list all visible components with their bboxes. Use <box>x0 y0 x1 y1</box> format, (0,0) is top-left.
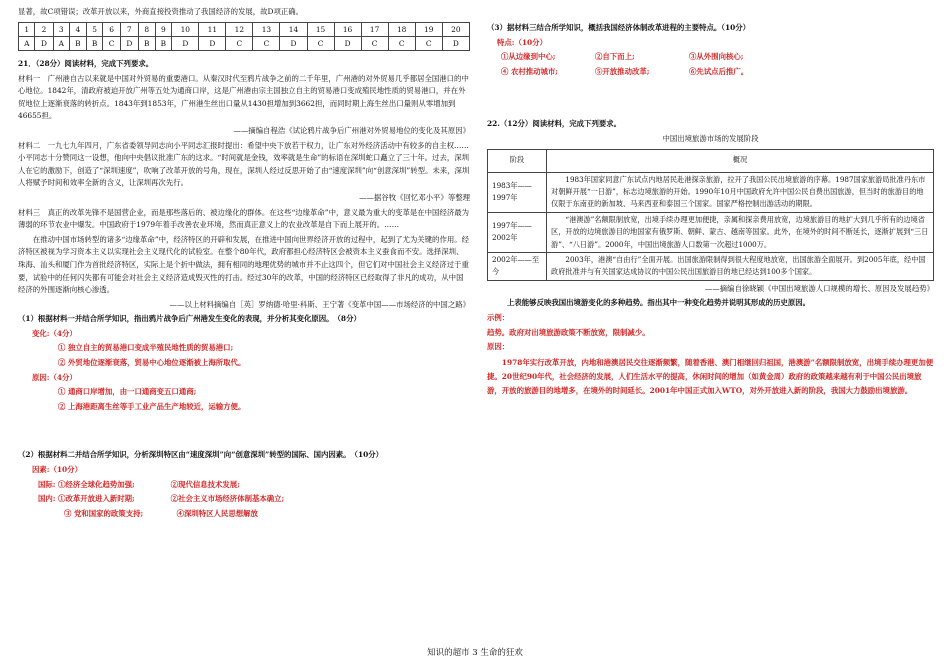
sub1-reason-2: ② 上海港距离生丝等手工业产品生产地较近，运输方便。 <box>58 401 246 411</box>
stage-table <box>487 149 934 281</box>
intl-1: ①经济全球化趋势加强; <box>58 479 135 489</box>
answer-number-cell: 5 <box>86 23 103 37</box>
q21-material-1-source: ——摘编自程浩《试论鸦片战争后广州港对外贸易地位的变化及其原因》 <box>233 125 470 135</box>
answer-value-cell: B <box>70 37 87 51</box>
sub1-change-2: ② 外贸地位逐渐衰落，贸易中心地位逐渐被上海所取代。 <box>58 358 246 368</box>
overview-cell: “港澳游”名额限制放宽，出境手续办理更加便捷，亲属和探亲费用放宽，边境旅游目的地扩大到几乎所有的边境省区，开放的边境旅游目的地国家有俄罗斯、朝鲜、蒙古、越南等国家。此外，在境外的时间不断延长，逐渐扩展到“三日游”、“八日游”。2000年，中国出境旅游人口数第一次超过1000万。 <box>547 212 934 252</box>
stage-cell: 2002年——至今 <box>488 253 547 281</box>
answer-number-cell: 9 <box>155 23 172 37</box>
reason-answer: 1978年实行改革开放，内地和港澳居民交往逐渐频繁，随着香港、澳门相继回归祖国，港澳游”名额限制放宽，出境手续办理更加便捷。20世纪90年代，社会经济的发展，人们生活水平的提高，休闲时间的增加（如黄金周）政府的政策越来越有利于中国公民出境旅游，开放的旅游目的地增多，在境外的时间延长。2001年中国正式加入WTO，对外开放进入新的阶段，我国大力鼓励出境旅游。 <box>487 357 934 395</box>
q22-table-title: 中国出境旅游市场的发展阶段 <box>662 133 759 143</box>
example-heading: 示例： <box>487 313 510 322</box>
stage-row <box>488 253 934 281</box>
answer-value-cell: B <box>138 37 155 51</box>
answer-number-cell: 16 <box>334 23 361 37</box>
answer-value-cell: D <box>280 37 307 51</box>
q21-heading: 21．（28分）阅读材料，完成下列要求。 <box>18 59 154 68</box>
answer-value-cell: B <box>155 37 172 51</box>
answer-value-cell: B <box>86 37 103 51</box>
answer-number-cell: 18 <box>388 23 415 37</box>
dom-label: 国内: <box>38 494 56 504</box>
sub3-item-4: ④ 农村推动城市; <box>501 66 559 76</box>
dom-3: ③ 党和国家的政策支持; <box>64 508 144 518</box>
dom-4: ④深圳特区人民思想解放 <box>176 508 258 518</box>
answer-value-cell: C <box>253 37 280 51</box>
answer-value-cell: C <box>307 37 334 51</box>
answer-number-cell: 3 <box>53 23 69 37</box>
intl-2: ②现代信息技术发展; <box>170 479 240 489</box>
answer-number-cell: 17 <box>361 23 388 37</box>
sub3-item-6: ⑥先试点后推广。 <box>689 66 749 76</box>
sub3-heading: 特点:（10分） <box>497 37 547 47</box>
stage-table-header <box>488 149 934 172</box>
answer-number-cell: 2 <box>35 23 53 37</box>
answer-value-cell: D <box>442 37 469 51</box>
q21-material-2-source: ——据谷牧《回忆邓小平》等整理 <box>359 192 470 202</box>
answer-value-cell: C <box>388 37 415 51</box>
overview-cell: 1983年国家同意广东试点内地居民赴港探亲旅游，拉开了我国公民出境旅游的序幕。1987国家旅游局批准丹东市对朝鲜开展“一日游”，标志边境旅游的开始。1990年10月中国政府允许中国公民自费出国旅游，但当时的旅游目的地仅限于东南亚的新加坡、马来西亚和泰国三个国家。国家严格控制出游活动的期限。 <box>547 172 934 212</box>
sub3-item-2: ②自下而上; <box>595 52 635 62</box>
answer-number-row <box>19 23 470 37</box>
answer-number-cell: 14 <box>280 23 307 37</box>
page-footer: 知识的超市 3 生命的狂欢 <box>427 648 523 658</box>
stage-cell: 1983年——1997年 <box>488 172 547 212</box>
answer-table <box>18 22 470 51</box>
answer-value-cell: C <box>415 37 442 51</box>
answer-number-cell: 7 <box>120 23 138 37</box>
answer-number-cell: 8 <box>138 23 155 37</box>
overview-cell: 2003年，港澳“自由行”全面开展。出国旅游限制得到很大程度地放宽，出国旅游全面展开。到2005年底，经中国政府批准并与有关国家达成协议的中国公民出国旅游目的地已经达到100多个国家。 <box>547 253 934 281</box>
q22-table-source: ——摘编自徐晓颖《中国出境旅游人口规模的增长、原因及发展趋势》 <box>704 283 934 293</box>
answer-value-row <box>19 37 470 51</box>
reason-heading: 原因： <box>487 342 510 352</box>
sub2-heading: 因素:（10分） <box>32 465 82 475</box>
q22-question: 上表能够反映我国出境游变化的多种趋势。指出其中一种变化趋势并说明其形成的历史原因。 <box>507 298 811 308</box>
sub3-item-3: ③从外围向核心; <box>689 52 744 62</box>
q21-material-1: 材料一 广州港自古以来就是中国对外贸易的重要港口。从秦汉时代至鸦片战争之前的二千年里，广州港的对外贸易几乎都居全国港口的中心地位。1842年，清政府被迫开放广州等五处为通商口岸，这是广州港由宗主国独立自主的贸易港口变成殖民地性质的贸易港口，并在外贸地位上逐渐衰落的转折点。1843年到1853年，广州港生丝出口量从1430担增加到3662担，而同时期上海生丝出口量则从零增加到46655担。 <box>18 73 469 121</box>
q21-material-2: 材料二 一九七九年四月，广东省委领导同志向小平同志汇报时提出：希望中央下放若干权力，让广东对外经济活动中有较多的自主权……小平同志十分赞同这一设想，他向中央倡议批准广东的这求。“时间就是金钱，效率就是生命”的标语在深圳蛇口矗立了三十年。过去，深圳人在它的激励下，创造了“深圳速度”，吹响了改革开放的号角，现在，深圳人经过反思开始了由“速度深圳”向“创意深圳”转型。未来，深圳人将赋予时间和效率全新的含义，让深圳再次先行。 <box>18 140 470 188</box>
sub2-intl-line <box>18 479 470 492</box>
dom-1: ①改革开放进入新时期; <box>58 494 135 504</box>
answer-value-cell: D <box>172 37 199 51</box>
sub1-reason-heading: 原因:（4分） <box>32 372 77 382</box>
answer-number-cell: 10 <box>172 23 199 37</box>
q21-sub2: （2）根据材料二并结合所学知识，分析深圳特区由“速度深圳”向“创意深圳”转型的国际、国内因素。 （10分） <box>18 450 384 460</box>
answer-number-cell: 4 <box>70 23 87 37</box>
answer-number-cell: 11 <box>199 23 226 37</box>
answer-number-cell: 1 <box>19 23 35 37</box>
dom-2: ②社会主义市场经济体制基本确立; <box>170 494 285 504</box>
sub1-reason-1: ① 通商口岸增加，由一口通商变五口通商; <box>58 387 197 397</box>
sub1-change-1: ① 独立自主的贸易港口变成半殖民地性质的贸易港口; <box>58 343 234 353</box>
sub3-row-1 <box>487 51 934 64</box>
sub2-dom-line <box>18 493 470 506</box>
col-stage-header: 阶段 <box>488 149 547 172</box>
sub1-change-heading: 变化:（4分） <box>32 328 77 338</box>
answer-value-cell: D <box>120 37 138 51</box>
answer-number-cell: 13 <box>253 23 280 37</box>
q21-sub3: （3）据材料三结合所学知识，概括我国经济体制改革进程的主要特点。（10分） <box>487 23 751 32</box>
sub2-dom-line-2 <box>18 508 470 521</box>
intl-label: 国际: <box>38 479 56 489</box>
stage-row <box>488 172 934 212</box>
q21-material-3a: 材料三 真正的改革先锋不是国营企业，而是那些落后的、被边缘化的群体。在这些“边缘革命”中，意义最为重大的变革是在中国经济最为薄弱的环节农业中爆发。中国政府于1979年着手改善农业环境，然而真正意义上的农业改革是自下而上展开的。…… <box>18 207 470 230</box>
sub3-item-5: ⑤开放推动改革; <box>595 66 650 76</box>
answer-number-cell: 20 <box>442 23 469 37</box>
answer-number-cell: 6 <box>103 23 120 37</box>
sub3-row-2 <box>487 66 934 79</box>
answer-number-cell: 15 <box>307 23 334 37</box>
answer-value-cell: C <box>103 37 120 51</box>
q21-material-3-source: ——以上材料摘编自［英］罗纳德·哈里·科斯、王宁著《变革中国——市场经济的中国之路》 <box>169 299 470 309</box>
col-overview-header: 概况 <box>547 149 934 172</box>
answer-number-cell: 19 <box>415 23 442 37</box>
sub3-item-1: ①从边缘到中心; <box>501 52 556 62</box>
answer-number-cell: 12 <box>226 23 253 37</box>
answer-value-cell: D <box>334 37 361 51</box>
answer-value-cell: A <box>53 37 69 51</box>
q21-sub1: （1）根据材料一并结合所学知识，指出鸦片战争后广州港发生变化的表现，并分析其变化原因。 （8分） <box>18 314 361 324</box>
stage-cell: 1997年——2002年 <box>488 212 547 252</box>
q21-material-3b: 在推动中国市场转型的诸多“边缘革命”中，经济特区的开辟和发展，在推进中国向世界经济开放的过程中，起到了尤为关键的作用。经济特区被视为学习资本主义以实现社会主义现代化的试验室。在整个80年代，政府都担心经济特区会被资本主义蚕食而不安。选择深圳、珠海、汕头和厦门作为首批经济特区，实际上是个折中做法，拥有相同的地理优势的城市并不止这四个，但它们对中国社会主义经济过于重要，试验中的任何闪失都有可能会对社会主义经济造成毁灭性的打击。经过30年的改革，中国的经济特区已经取得了非凡的成功，从中国经济的外围逐渐向核心渗透。 <box>18 234 470 295</box>
answer-value-cell: A <box>19 37 35 51</box>
q22-heading: 22.（12分）阅读材料，完成下列要求。 <box>487 119 622 129</box>
right-column <box>487 22 934 398</box>
answer-value-cell: D <box>35 37 53 51</box>
stage-row <box>488 212 934 252</box>
answer-value-cell: D <box>199 37 226 51</box>
trend-answer: 趋势。政府对出境旅游政策不断放宽，限制减少。 <box>487 327 650 337</box>
answer-value-cell: C <box>226 37 253 51</box>
answer-value-cell: C <box>361 37 388 51</box>
top-line: 显著，故C项错误；改革开放以来，外商直接投资推动了我国经济的发展，故D项正确。 <box>18 7 304 16</box>
